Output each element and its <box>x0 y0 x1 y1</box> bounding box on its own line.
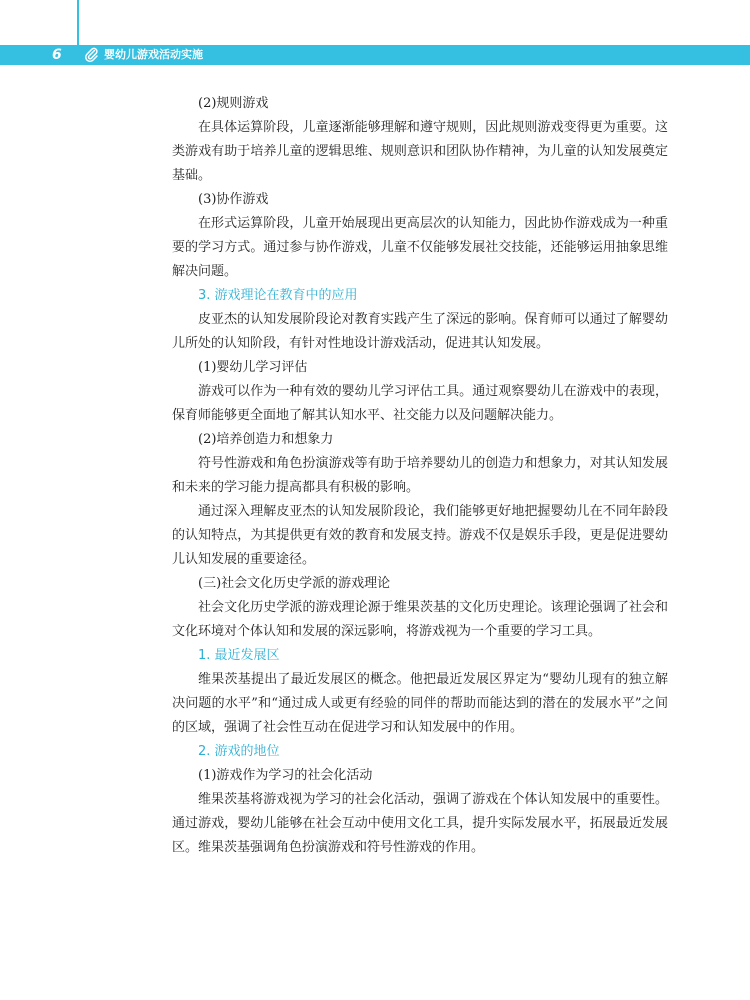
paragraph: 在具体运算阶段，儿童逐渐能够理解和遵守规则，因此规则游戏变得更为重要。这类游戏有助于培养儿童的逻辑思维、规则意识和团队协作精神，为儿童的认知发展奠定基础。 <box>172 120 668 183</box>
paragraph: 符号性游戏和角色扮演游戏等有助于培养婴幼儿的创造力和想象力，对其认知发展和未来的学习能力提高都具有积极的影响。 <box>172 456 668 495</box>
paperclip-icon <box>84 47 100 63</box>
book-title: 婴幼儿游戏活动实施 <box>104 48 203 61</box>
subheading-sociocultural-school: (三)社会文化历史学派的游戏理论 <box>198 576 391 591</box>
paragraph: 通过深入理解皮亚杰的认知发展阶段论，我们能够更好地把握婴幼儿在不同年龄段的认知特点，为其提供更有效的教育和发展支持。游戏不仅是娱乐手段，更是促进婴幼儿认知发展的重要途径。 <box>172 504 668 567</box>
paragraph: 皮亚杰的认知发展阶段论对教育实践产生了深远的影响。保育师可以通过了解婴幼儿所处的认知阶段，有针对性地设计游戏活动，促进其认知发展。 <box>172 312 668 351</box>
section-heading-status-of-play: 2. 游戏的地位 <box>198 744 280 759</box>
header-vertical-rule <box>77 0 79 46</box>
section-heading-education-application: 3. 游戏理论在教育中的应用 <box>198 288 358 303</box>
paragraph: 游戏可以作为一种有效的婴幼儿学习评估工具。通过观察婴幼儿在游戏中的表现，保育师能够更全面地了解其认知水平、社交能力以及问题解决能力。 <box>172 384 668 423</box>
subheading-cooperative-games: (3)协作游戏 <box>198 192 269 207</box>
subheading-socialized-activity: (1)游戏作为学习的社会化活动 <box>198 768 373 783</box>
paragraph: 维果茨基将游戏视为学习的社会化活动，强调了游戏在个体认知发展中的重要性。通过游戏，婴幼儿能够在社会互动中使用文化工具，提升实际发展水平，拓展最近发展区。维果茨基强调角色扮演游戏和符号性游戏的作用。 <box>172 792 668 855</box>
subheading-rule-games: (2)规则游戏 <box>198 96 269 111</box>
subheading-learning-assessment: (1)婴幼儿学习评估 <box>198 360 308 375</box>
subheading-creativity: (2)培养创造力和想象力 <box>198 432 334 447</box>
paragraph: 社会文化历史学派的游戏理论源于维果茨基的文化历史理论。该理论强调了社会和文化环境对个体认知和发展的深远影响，将游戏视为一个重要的学习工具。 <box>172 600 668 639</box>
paragraph: 维果茨基提出了最近发展区的概念。他把最近发展区界定为“婴幼儿现有的独立解决问题的水平”和“通过成人或更有经验的同伴的帮助而能达到的潜在的发展水平”之间的区域，强调了社会性互动在促进学习和认知发展中的作用。 <box>172 672 668 735</box>
page-body <box>172 92 668 860</box>
paragraph: 在形式运算阶段，儿童开始展现出更高层次的认知能力，因此协作游戏成为一种重要的学习方式。通过参与协作游戏，儿童不仅能够发展社交技能，还能够运用抽象思维解决问题。 <box>172 216 668 279</box>
section-heading-zpd: 1. 最近发展区 <box>198 648 280 663</box>
page-number: 6 <box>52 47 62 63</box>
